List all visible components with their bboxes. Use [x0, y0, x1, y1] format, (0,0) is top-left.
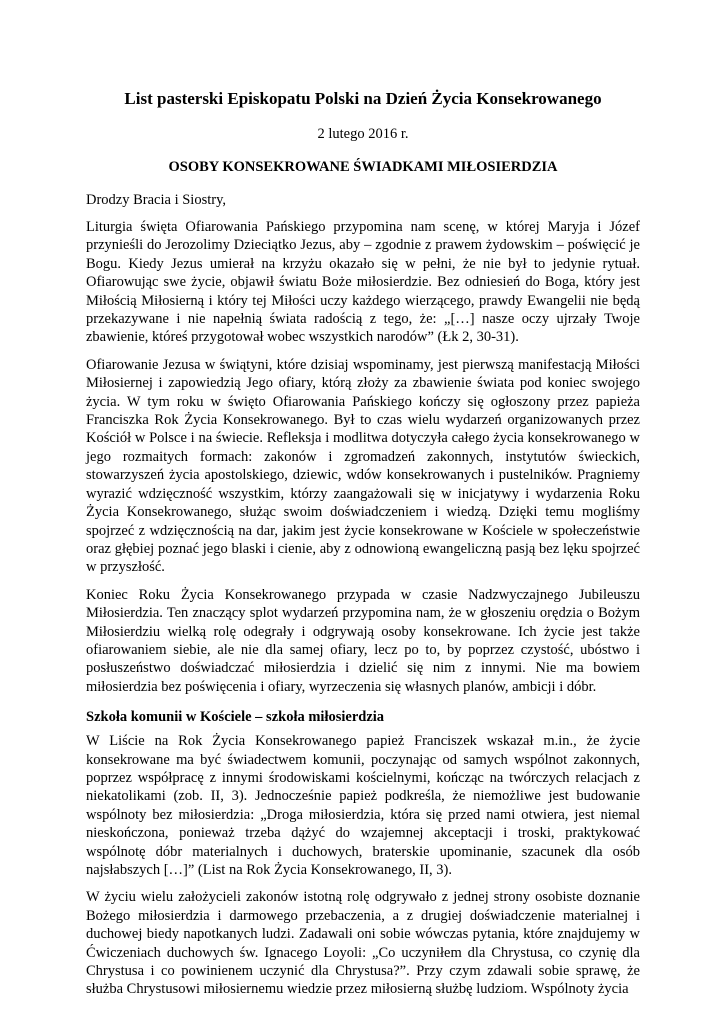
letter-date: 2 lutego 2016 r.	[317, 126, 409, 142]
greeting: Drodzy Bracia i Siostry,	[86, 192, 227, 208]
letter-subtitle: OSOBY KONSEKROWANE ŚWIADKAMI MIŁOSIERDZIA	[168, 159, 558, 175]
letter-title: List pasterski Episkopatu Polski na Dzień Życia Konsekrowanego	[124, 89, 602, 108]
paragraph: W Liście na Rok Życia Konsekrowanego papież Franciszek wskazał m.in., że życie konsekrowane ma być świadectwem komunii, poczynając od samych wspólnot zakonnych, poprzez współpracę z innymi środowiskami kościelnymi, kończąc na twórczych relacjach z niekatolikami (zob. II, 3). Jednocześnie papież podkreśla, że niemożliwe jest budowanie wspólnoty bez miłosierdzia: „Droga miłosierdzia, która się przed nami otwiera, jest niemal nieskończona, ponieważ trzeba dążyć do wzajemnej akceptacji i troski, praktykować wspólnotę dóbr materialnych i duchowych, braterskie upominanie, szacunek dla osób najsłabszych […]” (List na Rok Życia Konsekrowanego, II, 3).	[86, 733, 640, 878]
paragraph: Koniec Roku Życia Konsekrowanego przypada w czasie Nadzwyczajnego Jubileuszu Miłosierdzia. Ten znaczący splot wydarzeń przypomina nam, że w głoszeniu orędzia o Bożym Miłosierdziu wielką rolę odegrały i odgrywają osoby konsekrowane. Ich życie jest także ofiarowaniem siebie, ale nie dla samej ofiary, lecz po to, by poprzez czystość, ubóstwo i posłuszeństwo doświadczać miłosierdzia i dzielić się nim z innymi. Nie ma bowiem miłosierdzia bez poświęcenia i ofiary, wyrzeczenia się własnych planów, ambicji i dóbr.	[86, 586, 640, 695]
paragraph: W życiu wielu założycieli zakonów istotną rolę odgrywało z jednej strony osobiste doznanie Bożego miłosierdzia i darmowego przebaczenia, a z drugiej doświadczenie materialnej i duchowej biedy napotkanych ludzi. Zadawali oni sobie wówczas pytania, które znajdujemy w Ćwiczeniach duchowych św. Ignacego Loyoli: „Co uczyniłem dla Chrystusa, co czynię dla Chrystusa i co powinienem uczynić dla Chrystusa?”. Przy czym zdawali sobie sprawę, że służba Chrystusowi miłosiernemu wiedzie przez miłosierną służbę ludziom. Wspólnoty życia	[86, 889, 640, 998]
paragraph: Ofiarowanie Jezusa w świątyni, które dzisiaj wspominamy, jest pierwszą manifestacją Miłości Miłosiernej i zapowiedzią Jego ofiary, którą złoży za zbawienie świata pod koniec swojego życia. W tym roku w święto Ofiarowania Pańskiego kończy się ogłoszony przez papieża Franciszka Rok Życia Konsekrowanego. Był to czas wielu wydarzeń organizowanych przez Kościół w Polsce i na świecie. Refleksja i modlitwa dotyczyła całego życia konsekrowanego w jego rozmaitych formach: zakonów i zgromadzeń zakonnych, instytutów świeckich, stowarzyszeń życia apostolskiego, dziewic, wdów konsekrowanych i pustelników. Pragniemy wyrazić wdzięczność wszystkim, którzy zaangażowali się w inicjatywy i wydarzenia Roku Życia Konsekrowanego, służąc swoim doświadczeniem i wiedzą. Dzięki temu mogliśmy spojrzeć z wdzięcznością na dar, jakim jest życie konsekrowane w Kościele w społeczeństwie oraz głębiej poznać jego blaski i cienie, aby z odnowioną ewangeliczną pasją bez lęku spojrzeć w przyszłość.	[86, 356, 640, 576]
letter-page	[86, 78, 640, 1008]
section-heading: Szkoła komunii w Kościele – szkoła miłosierdzia	[86, 709, 385, 726]
paragraph: Liturgia święta Ofiarowania Pańskiego przypomina nam scenę, w której Maryja i Józef przynieśli do Jerozolimy Dzieciątko Jezus, aby – zgodnie z prawem żydowskim – poświęcić je Bogu. Kiedy Jezus umierał na krzyżu okazało się w pełni, że nie był to jedynie rytuał. Ofiarowując swe życie, objawił światu Boże miłosierdzie. Bez odniesień do Boga, który jest Miłością Miłosierną i który tej Miłości uczy każdego wierzącego, prawdy Ewangelii nie będą przekazywane i nie napełnią świata radością z tego, że: „[…] nasze oczy ujrzały Twoje zbawienie, któreś przygotował wobec wszystkich narodów” (Łk 2, 30-31).	[86, 219, 640, 346]
